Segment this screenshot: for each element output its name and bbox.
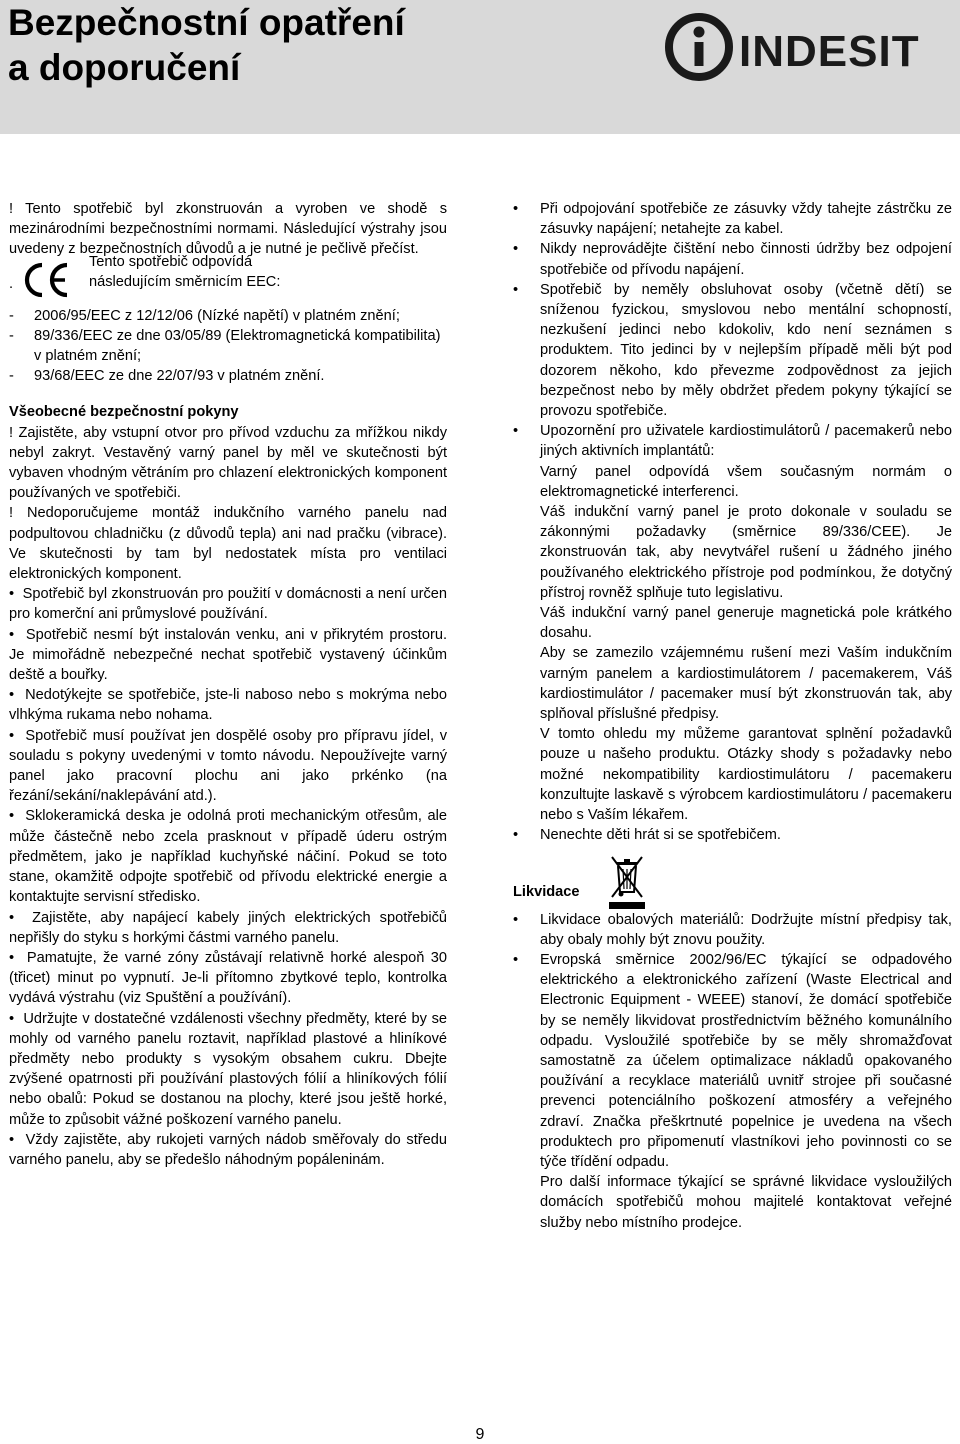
bullet-marker: • <box>9 949 15 966</box>
bullet-item <box>513 910 952 950</box>
directive-text: 2006/95/EEC z 12/12/06 (Nízké napětí) v platném znění; <box>34 307 400 324</box>
pacemaker-paragraph: Váš indukční varný panel je proto dokonale v souladu se zákonnými požadavky (směrnice 89/336/CEE). Je zkonstruován tak, aby nevytvářel rušení u žádného jiného používaného elektrického přístroje pod podmínkou, že dotyčný přístroj rovněž splňuje tuto legislativu. <box>540 504 952 601</box>
pacemaker-paragraph: Váš indukční varný panel generuje magnetická pole krátkého dosahu. <box>540 605 952 642</box>
ce-dot: . <box>9 275 14 292</box>
final-paragraph: Pro další informace týkající se správné likvidace vysloužilých domácích spotřebičů mohou majitelé kontaktovat veřejné služby nebo místního prodejce. <box>540 1174 952 1231</box>
directive-item <box>9 306 447 326</box>
bullet-item <box>9 806 447 907</box>
directive-text: 89/336/EEC ze dne 03/05/89 (Elektromagnetická kompatibilita) v platném znění; <box>34 327 441 365</box>
directive-text: 93/68/EEC ze dne 22/07/93 v platném znění. <box>34 368 325 385</box>
bullet-item <box>9 726 447 807</box>
dash-marker: - <box>9 327 14 344</box>
bullet-text: Nedotýkejte se spotřebiče, jste-li naboso nebo s mokrýma nebo vlhkýma rukama nebo nohama. <box>9 687 448 724</box>
bullet-marker: • <box>9 727 15 744</box>
likvidace-header <box>513 854 952 910</box>
page-number: 9 <box>475 1426 485 1443</box>
section-title-general: Všeobecné bezpečnostní pokyny <box>9 404 239 421</box>
pacemaker-paragraph: V tomto ohledu my můžeme garantovat splnění požadavků pouze u našeho produktu. Otázky shody s požadavky nebo možné nekompatibility kardiostimulátoru / pacemakeru konzultujte laskavě s výrobcem kardiostimulátoru / pacemakeru nebo s Vaším lékařem. <box>540 726 952 824</box>
bullet-marker: • <box>9 808 15 825</box>
bullet-item <box>513 199 952 239</box>
right-column <box>513 199 952 1233</box>
general-paragraph: ! Zajistěte, aby vstupní otvor pro přívod vzduchu za mřížkou nikdy nebyl zakryt. Vestavěný varný panel by měl ve skutečnosti být vybaven vhodným větráním pro chlazení elektronických komponent používaných ve spotřebiči. <box>9 424 447 502</box>
bullet-item <box>513 280 952 421</box>
intro-paragraph: ! Tento spotřebič byl zkonstruován a vyroben ve shodě s mezinárodními bezpečnostními normami. Následující výstrahy jsou uvedeny z bezpečnostních důvodů a je nutné je pečlivě přečíst. <box>9 201 447 258</box>
bullet-text: Nenechte děti hrát si se spotřebičem. <box>540 827 781 844</box>
bullet-marker: • <box>9 687 15 704</box>
ce-mark-icon <box>23 260 71 300</box>
bullet-text: Spotřebič byl zkonstruován pro použití v domácnosti a není určen pro komerční ani průmyslové používání. <box>9 586 447 623</box>
ce-text <box>89 252 389 292</box>
bullet-item <box>9 1009 447 1130</box>
bullet-text: Upozornění pro uživatele kardiostimulátorů / pacemakerů nebo jiných aktivních implantátů: <box>540 423 952 460</box>
weee-bar <box>609 902 645 909</box>
bullet-item <box>9 584 447 624</box>
likvidace-title: Likvidace <box>513 883 580 900</box>
bullet-text: Spotřebič nesmí být instalován venku, ani v přikrytém prostoru. Je mimořádně nebezpečné nechat spotřebič vystavený účinkům deště a bouřky. <box>9 626 448 684</box>
bullet-item <box>9 1130 447 1170</box>
directive-item <box>9 366 447 386</box>
dash-marker: - <box>9 307 14 324</box>
bullet-text: Spotřebič by neměly obsluhovat osoby (včetně dětí) se sníženou fyzickou, smyslovou nebo mentální schopností, nezkušení jedinci nebo kdokoliv, kdo není seznámen s produktem. Tito jedinci by v nejlepším případě měli být pod dozorem někoho, kdo převezme zodpovědnost za jejich bezpečnost nebo by měly obdržet předem pokyny týkající se provozu spotřebiče. <box>540 281 952 420</box>
bullet-item <box>9 948 447 1009</box>
ce-conformity <box>9 253 447 306</box>
bullet-text: Udržujte v dostatečné vzdálenosti všechny předměty, které by se mohly od varného panelu roztavit, například plastové a hliníkové předměty nebo produkty s vysokým obsahem cukru. Dbejte zvýšené opatrnosti při používání plastových fólií a hliníkových fólií nebo obalů: Pokud se dostanou na plochy, které jsou ještě horké, může to způsobit vážné poškození varného panelu. <box>9 1010 447 1128</box>
directive-item <box>9 326 447 366</box>
bullet-item <box>513 421 952 461</box>
page-title-line2: a doporučení <box>8 47 241 88</box>
page-title-line1: Bezpečnostní opatření <box>8 2 405 43</box>
bullet-marker: • <box>9 1131 15 1148</box>
bullet-text: Likvidace obalových materiálů: Dodržujte místní předpisy tak, aby obaly mohly být znovu použity. <box>540 911 952 948</box>
ce-text-line1: Tento spotřebič odpovídá <box>89 253 253 270</box>
pacemaker-paragraph: Aby se zamezilo vzájemnému rušení mezi Vaším indukčním varným panelem a kardiostimulátorem / pacemakerem, Váš kardiostimulátor / pacemaker musí být zkonstruován tak, aby splňoval příslušné předpisy. <box>540 645 952 723</box>
bullet-item <box>513 239 952 279</box>
svg-text:INDESIT: INDESIT <box>739 27 920 76</box>
bullet-marker: • <box>513 241 519 258</box>
bullet-text: Sklokeramická deska je odolná proti mechanickým otřesům, ale může částečně nebo zcela prasknout v případě úderu ostrým předmětem, jako je například kuchyňské náčiní. Pokud se toto stane, okamžitě odpojte spotřebič od přívodu elektrické energie a kontaktujte servisní středisko. <box>9 808 447 906</box>
bullet-marker: • <box>513 281 519 298</box>
bullet-marker: • <box>9 909 15 926</box>
bullet-marker: • <box>513 423 519 440</box>
bullet-item <box>513 950 952 1172</box>
bullet-item <box>9 625 447 686</box>
bullet-text: Zajistěte, aby napájecí kabely jiných elektrických spotřebičů nepřišly do styku s horkými částmi varného panelu. <box>9 909 447 946</box>
bullet-marker: • <box>513 951 519 968</box>
dash-marker: - <box>9 368 14 385</box>
bullet-text: Evropská směrnice 2002/96/EC týkající se odpadového elektrického a elektronického zařízení (Waste Electrical and Electronic Equipment - WEEE) stanoví, že domácí spotřebiče by se neměly likvidovat prostřednictvím běžného komunálního odpadu. Vysloužilé spotřebiče by se měly shromažďovat samostatně za účelem optimalizace nákladů opakovaného používání a recyklace materiálů uvnitř strojee při současné prevenci potenciálního poškození atmosféry a veřejného zdraví. Značka přeškrtnuté popelnice je uvedena na všech produktech pro připomenutí vlastníkovi jeho povinnosti co se týče třídění odpadu. <box>540 951 952 1170</box>
bullet-text: Pamatujte, že varné zóny zůstávají relativně horké alespoň 30 (třicet) minut po vypnutí. Je-li přítomno zbytkové teplo, kontrolka vydává výstrahu (viz Spuštění a používání). <box>9 949 448 1007</box>
bullet-text: Při odpojování spotřebiče ze zásuvky vždy tahejte zástrčku ze zásuvky napájení; netahejte za kabel. <box>540 201 952 238</box>
left-column <box>9 199 447 1170</box>
crossed-bin-icon <box>608 854 646 900</box>
bullet-marker: • <box>9 626 15 643</box>
bullet-marker: • <box>513 827 519 844</box>
bullet-marker: • <box>513 911 519 928</box>
pacemaker-paragraph: Varný panel odpovídá všem současným normám o elektromagnetické interferenci. <box>540 463 952 500</box>
bullet-marker: • <box>9 1010 15 1027</box>
bullet-text: Vždy zajistěte, aby rukojeti varných nádob směřovaly do středu varného panelu, aby se předešlo náhodným popáleninám. <box>9 1131 447 1168</box>
bullet-item <box>513 825 952 845</box>
bullet-text: Nikdy neprovádějte čištění nebo činnosti údržby bez odpojení spotřebiče od přívodu napájení. <box>540 241 952 278</box>
bullet-marker: • <box>513 201 519 217</box>
bullet-text: Spotřebič musí používat jen dospělé osoby pro přípravu jídel, v souladu s pokyny uvedenými v tomto návodu. Nepoužívejte varný panel jako pracovní plochu ani jako prkénko (na řezání/sekání/naklepávání atd.). <box>9 727 448 805</box>
ce-text-line2: následujícím směrnicím EEC: <box>89 273 281 290</box>
bullet-marker: • <box>9 586 15 603</box>
general-paragraph: ! Nedoporučujeme montáž indukčního varného panelu nad podpultovou chladničku (z důvodů tepla) ani nad pračku (vibrace). Ve skutečnosti by tam byl nedostatek místa pro ventilaci elektronických komponent. <box>9 505 447 583</box>
indesit-logo <box>663 8 953 86</box>
bullet-item <box>9 908 447 948</box>
page-title <box>8 0 405 90</box>
bullet-item <box>9 685 447 725</box>
